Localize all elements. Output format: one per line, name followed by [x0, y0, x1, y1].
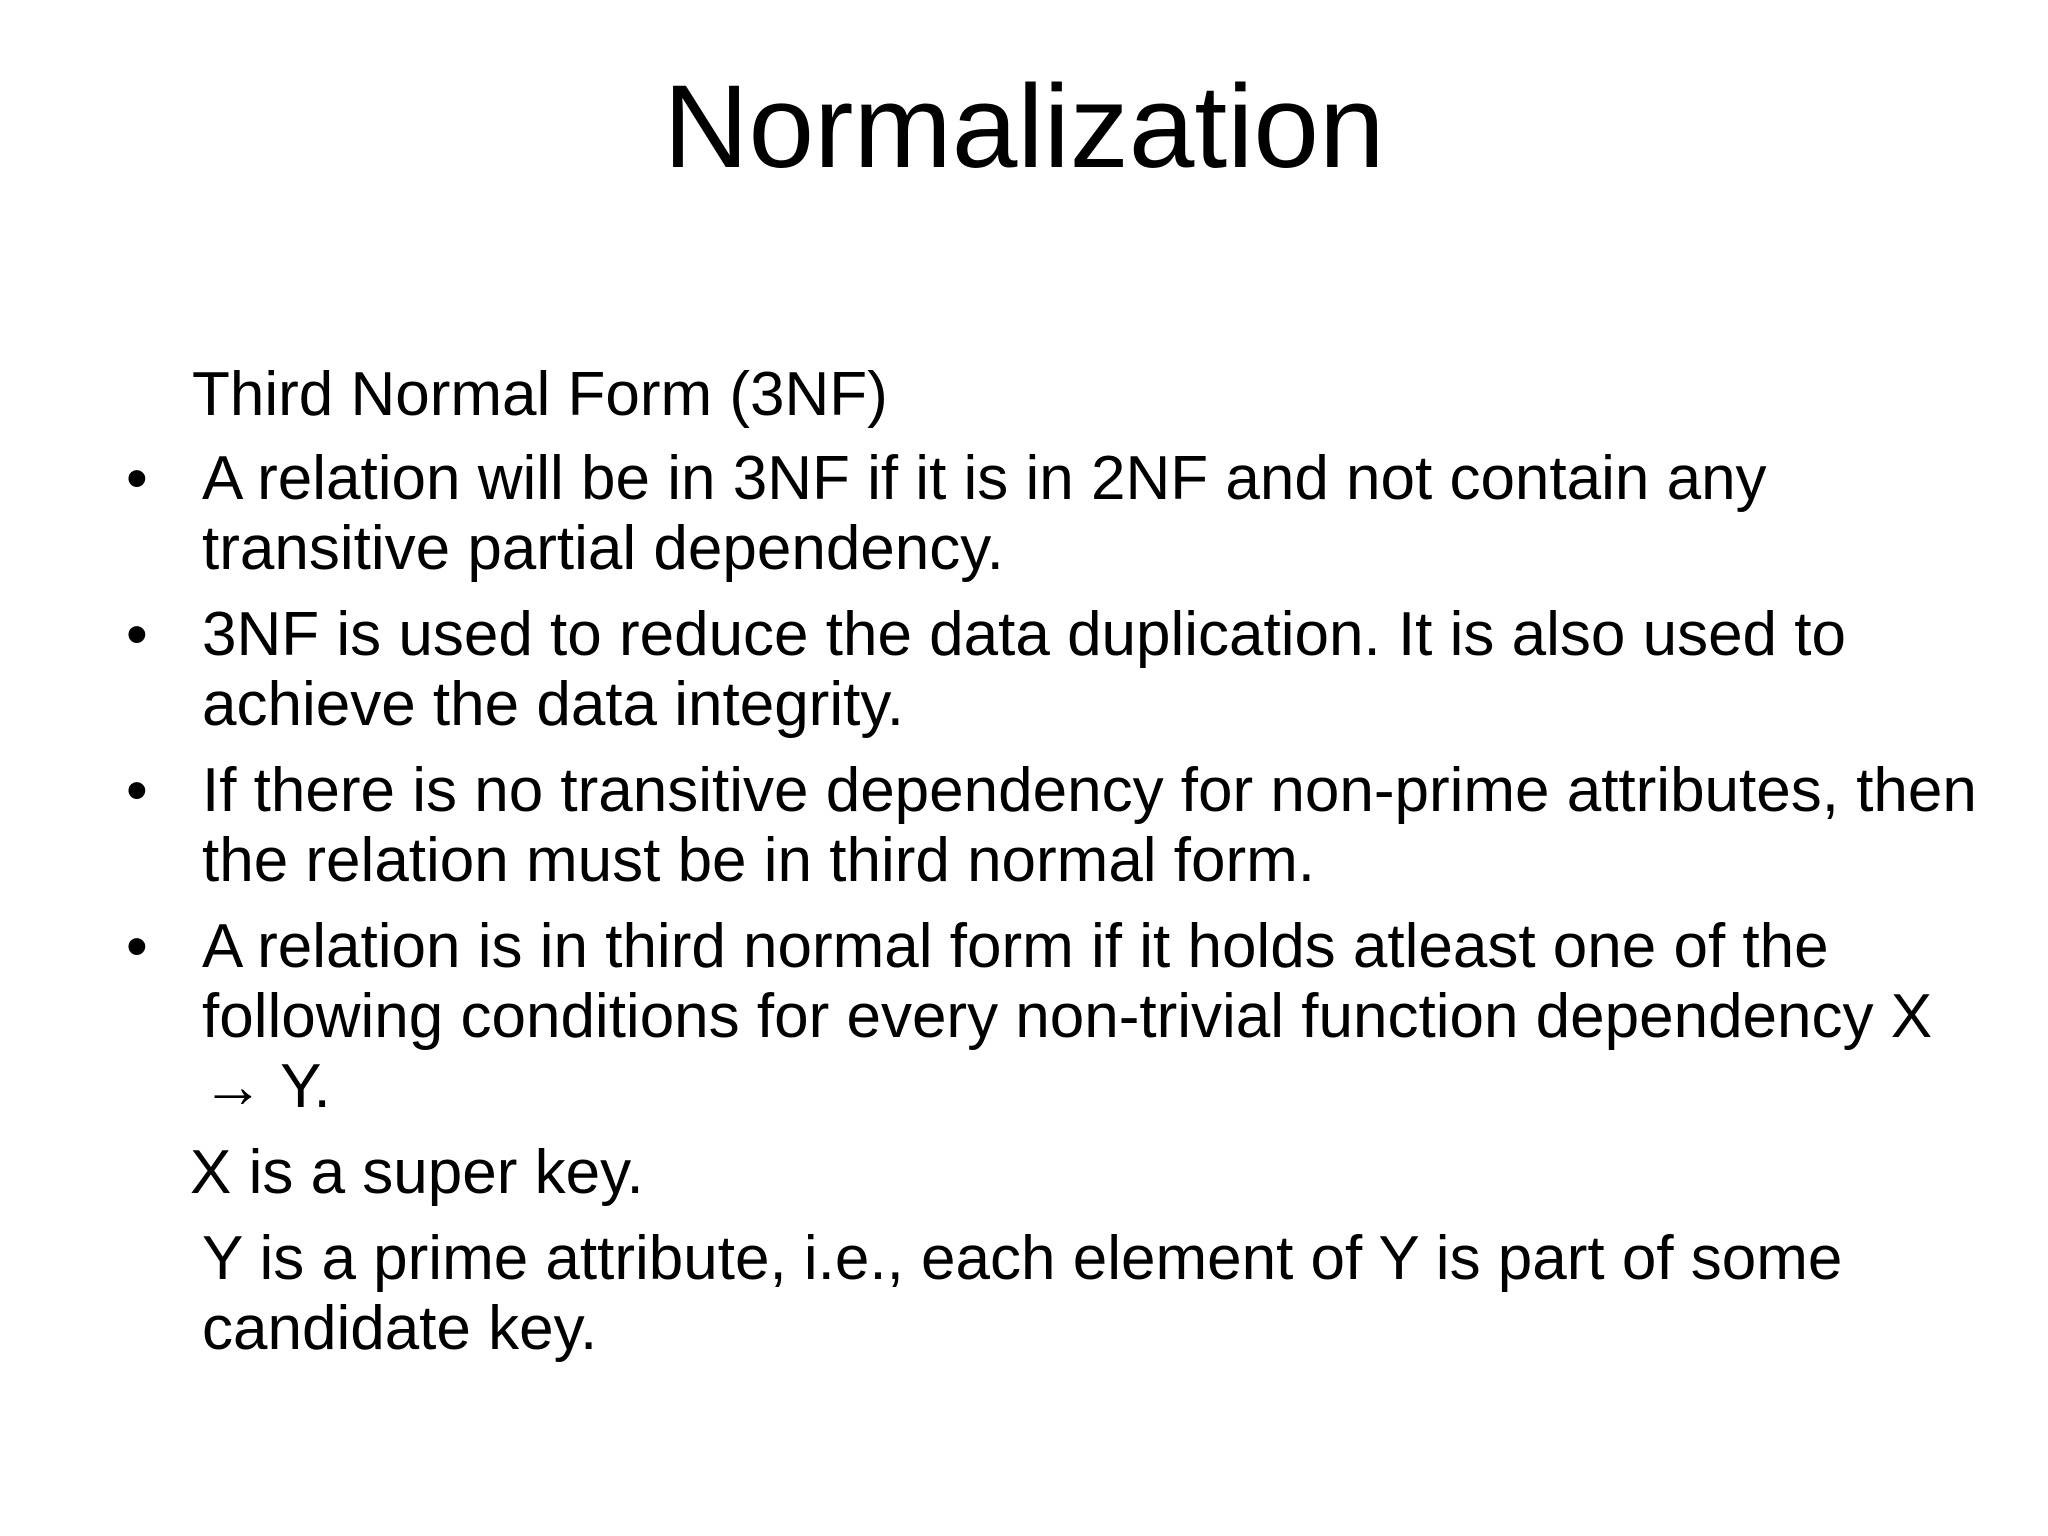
bullet-dot-icon: •	[126, 600, 148, 669]
bullet-item	[120, 756, 1980, 896]
bullet-dot-icon: •	[126, 912, 148, 981]
bullet-text: If there is no transitive dependency for non-prime attributes, then the relation must be in third normal form.	[202, 756, 1977, 895]
bullet-dot-icon: •	[126, 444, 148, 513]
bullet-item	[120, 912, 1980, 1122]
bullet-text: A relation will be in 3NF if it is in 2NF and not contain any transitive partial dependency.	[202, 444, 1767, 583]
bullet-text: A relation is in third normal form if it holds atleast one of the following conditions for every non-trivial function dependency X → Y.	[202, 912, 1933, 1121]
section-subheading: Third Normal Form (3NF)	[192, 360, 888, 429]
condition-super-key: X is a super key.	[190, 1138, 644, 1207]
bullet-item	[120, 600, 1980, 740]
bullet-item	[120, 444, 1980, 584]
bullet-list	[120, 444, 1980, 1122]
bullet-text: 3NF is used to reduce the data duplication. It is also used to achieve the data integrity.	[202, 600, 1846, 739]
condition-prime-attribute: Y is a prime attribute, i.e., each element of Y is part of some candidate key.	[202, 1224, 1843, 1363]
slide-title: Normalization	[663, 61, 1385, 193]
slide-body	[120, 360, 1980, 1364]
bullet-dot-icon: •	[126, 756, 148, 825]
